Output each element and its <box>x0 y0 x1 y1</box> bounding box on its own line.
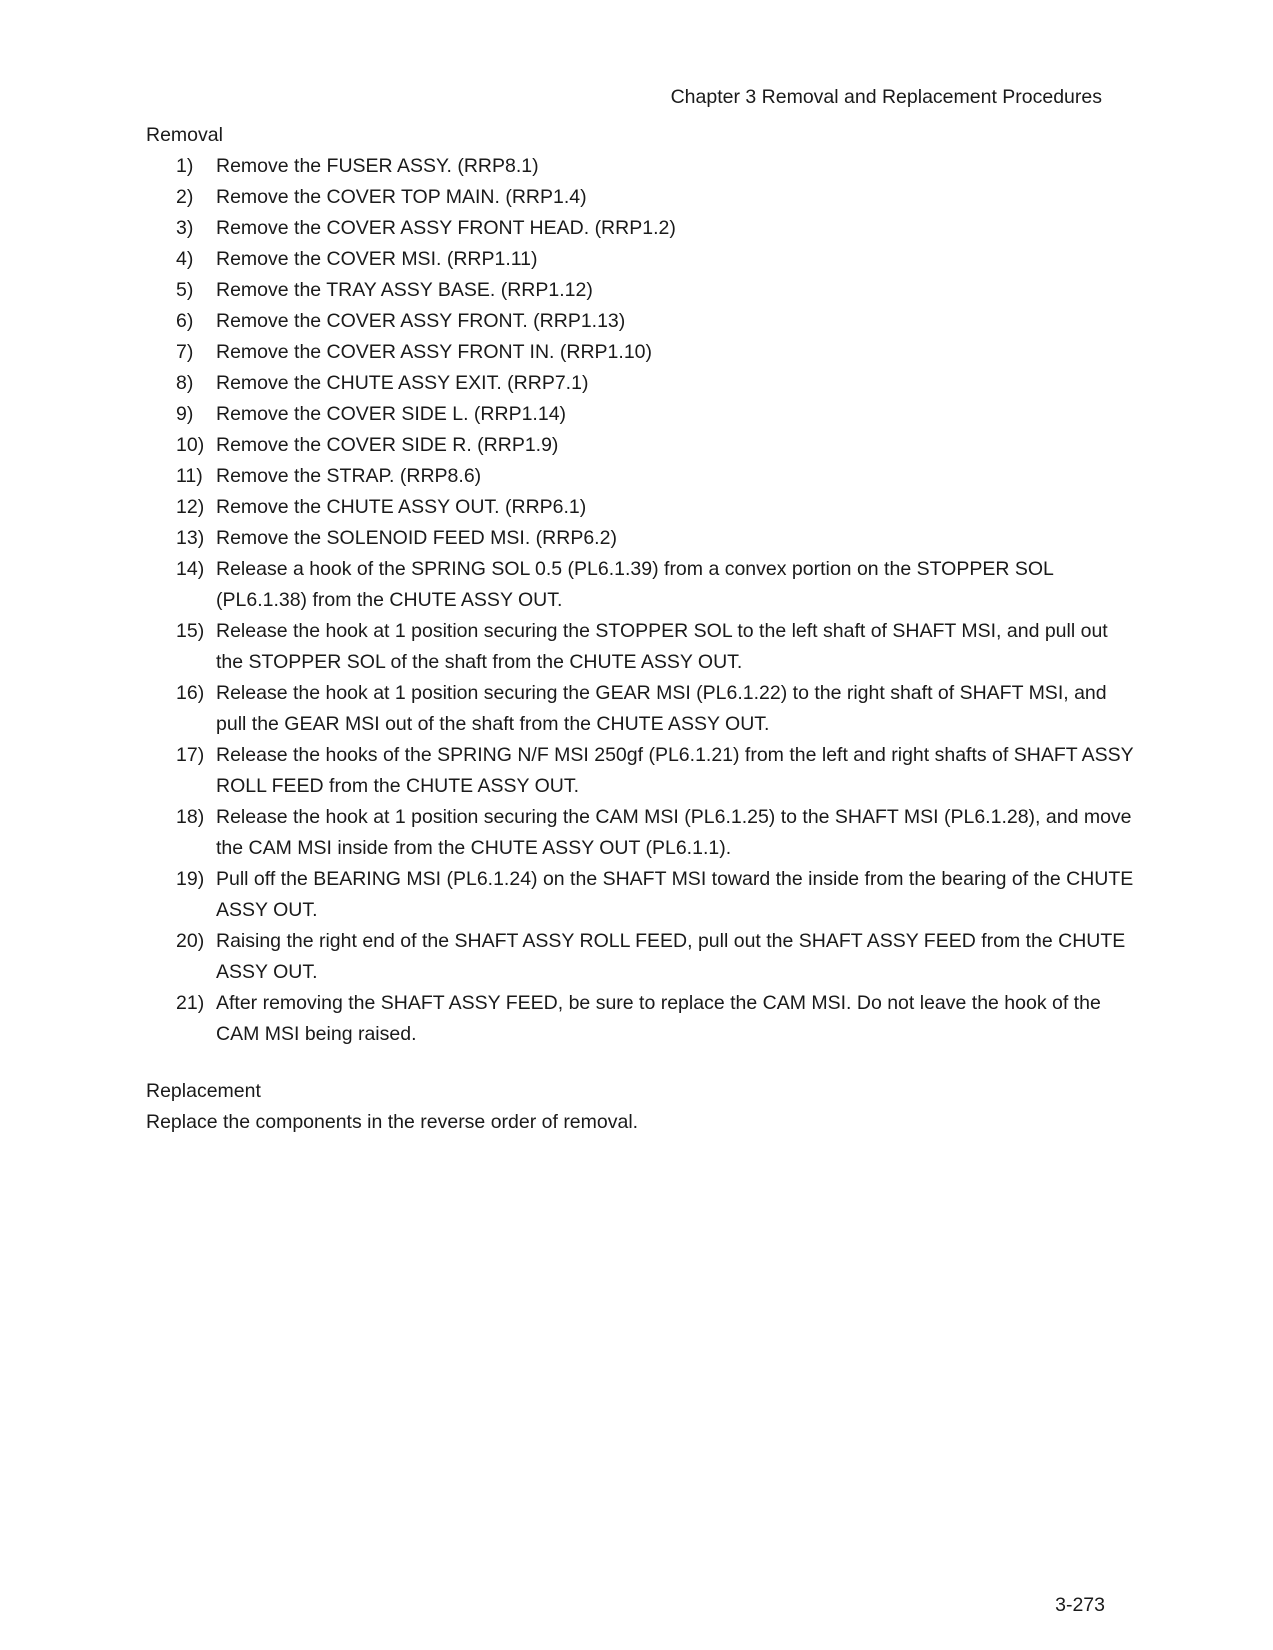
step-number: 19) <box>176 868 205 890</box>
step-number: 15) <box>176 620 205 642</box>
step-text: Pull off the BEARING MSI (PL6.1.24) on the SHAFT MSI toward the inside from the bearing of the CHUTE ASSY OUT. <box>216 868 1134 921</box>
step-text: Release the hook at 1 position securing the STOPPER SOL to the left shaft of SHAFT MSI, and pull out the STOPPER SOL of the shaft from the CHUTE ASSY OUT. <box>216 620 1108 673</box>
removal-step <box>146 523 1136 554</box>
step-number: 14) <box>176 558 205 580</box>
step-text: Remove the TRAY ASSY BASE. (RRP1.12) <box>216 279 593 301</box>
step-number: 6) <box>176 310 194 332</box>
removal-step <box>146 337 1136 368</box>
step-number: 17) <box>176 744 205 766</box>
removal-step <box>146 492 1136 523</box>
step-number: 7) <box>176 341 194 363</box>
removal-step <box>146 182 1136 213</box>
step-number: 1) <box>176 155 194 177</box>
step-number: 11) <box>176 465 203 487</box>
step-text: Release a hook of the SPRING SOL 0.5 (PL6.1.39) from a convex portion on the STOPPER SOL (PL6.1.38) from the CHUTE ASSY OUT. <box>216 558 1054 611</box>
step-number: 5) <box>176 279 194 301</box>
removal-steps-list <box>146 151 1136 1050</box>
step-text: Remove the SOLENOID FEED MSI. (RRP6.2) <box>216 527 617 549</box>
step-number: 20) <box>176 930 205 952</box>
removal-heading: Removal <box>146 124 223 146</box>
removal-step <box>146 988 1136 1050</box>
step-text: Remove the COVER TOP MAIN. (RRP1.4) <box>216 186 587 208</box>
step-number: 21) <box>176 992 205 1014</box>
removal-step <box>146 554 1136 616</box>
replacement-heading: Replacement <box>146 1080 261 1102</box>
removal-step <box>146 430 1136 461</box>
step-text: Remove the COVER SIDE R. (RRP1.9) <box>216 434 559 456</box>
removal-step <box>146 244 1136 275</box>
step-number: 16) <box>176 682 205 704</box>
step-text: Remove the CHUTE ASSY EXIT. (RRP7.1) <box>216 372 589 394</box>
step-number: 12) <box>176 496 205 518</box>
removal-step <box>146 275 1136 306</box>
step-number: 3) <box>176 217 194 239</box>
removal-step <box>146 213 1136 244</box>
replacement-body: Replace the components in the reverse order of removal. <box>146 1111 639 1133</box>
step-text: Release the hooks of the SPRING N/F MSI 250gf (PL6.1.21) from the left and right shafts of SHAFT ASSY ROLL FEED from the CHUTE ASSY OUT. <box>216 744 1134 797</box>
step-text: Remove the COVER SIDE L. (RRP1.14) <box>216 403 567 425</box>
step-text: Remove the COVER ASSY FRONT HEAD. (RRP1.2) <box>216 217 676 239</box>
step-number: 9) <box>176 403 194 425</box>
step-text: After removing the SHAFT ASSY FEED, be sure to replace the CAM MSI. Do not leave the hook of the CAM MSI being raised. <box>216 992 1101 1045</box>
page-number: 3-273 <box>1055 1594 1105 1616</box>
step-number: 2) <box>176 186 194 208</box>
page-content <box>146 120 1136 1138</box>
step-text: Remove the FUSER ASSY. (RRP8.1) <box>216 155 539 177</box>
removal-step <box>146 368 1136 399</box>
removal-step <box>146 616 1136 678</box>
removal-step <box>146 678 1136 740</box>
step-text: Remove the COVER ASSY FRONT. (RRP1.13) <box>216 310 626 332</box>
replacement-section <box>146 1076 1136 1138</box>
step-number: 8) <box>176 372 194 394</box>
removal-step <box>146 151 1136 182</box>
step-text: Release the hook at 1 position securing the GEAR MSI (PL6.1.22) to the right shaft of SHAFT MSI, and pull the GEAR MSI out of the shaft from the CHUTE ASSY OUT. <box>216 682 1107 735</box>
step-number: 18) <box>176 806 205 828</box>
removal-step <box>146 399 1136 430</box>
removal-step <box>146 461 1136 492</box>
step-text: Remove the COVER ASSY FRONT IN. (RRP1.10) <box>216 341 652 363</box>
step-text: Remove the CHUTE ASSY OUT. (RRP6.1) <box>216 496 587 518</box>
step-text: Release the hook at 1 position securing the CAM MSI (PL6.1.25) to the SHAFT MSI (PL6.1.28), and move the CAM MSI inside from the CHUTE ASSY OUT (PL6.1.1). <box>216 806 1132 859</box>
removal-step <box>146 306 1136 337</box>
step-text: Remove the STRAP. (RRP8.6) <box>216 465 482 487</box>
removal-step <box>146 926 1136 988</box>
removal-step <box>146 740 1136 802</box>
removal-step <box>146 802 1136 864</box>
step-number: 13) <box>176 527 205 549</box>
step-text: Raising the right end of the SHAFT ASSY ROLL FEED, pull out the SHAFT ASSY FEED from the CHUTE ASSY OUT. <box>216 930 1126 983</box>
running-header: Chapter 3 Removal and Replacement Procedures <box>670 86 1102 108</box>
step-text: Remove the COVER MSI. (RRP1.11) <box>216 248 538 270</box>
step-number: 10) <box>176 434 205 456</box>
step-number: 4) <box>176 248 194 270</box>
removal-step <box>146 864 1136 926</box>
